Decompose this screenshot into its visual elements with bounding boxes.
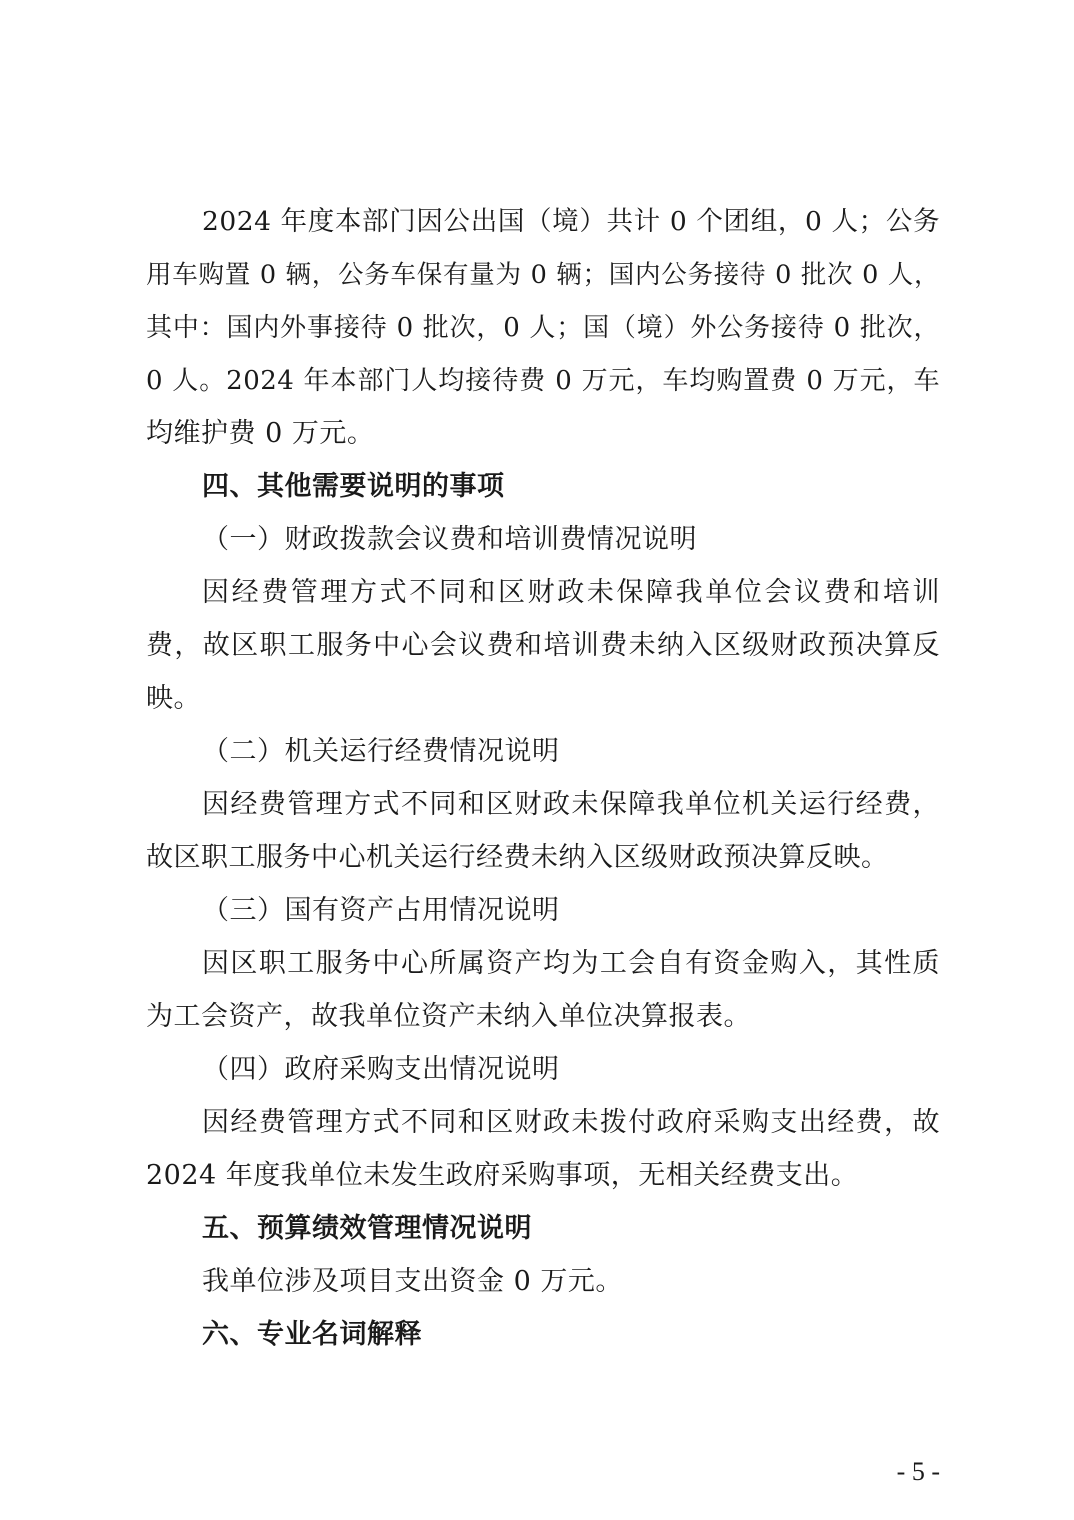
section-heading: 六、专业名词解释 (202, 1319, 422, 1350)
page-number: - 5 - (896, 1457, 940, 1486)
section-heading: 四、其他需要说明的事项 (202, 471, 505, 502)
paragraph-line: 因经费管理方式不同和区财政未保障我单位机关运行经费， (202, 789, 940, 820)
paragraph-line: 费，故区职工服务中心会议费和培训费未纳入区级财政预决算反 (146, 630, 940, 661)
paragraph-line: 故区职工服务中心机关运行经费未纳入区级财政预决算反映。 (146, 842, 889, 873)
paragraph-line: 均维护费 0 万元。 (146, 418, 375, 449)
paragraph-line: 2024 年度本部门因公出国（境）共计 0 个团组，0 人；公务 (202, 206, 940, 237)
paragraph-line: 用车购置 0 辆，公务车保有量为 0 辆；国内公务接待 0 批次 0 人， (146, 260, 940, 290)
paragraph-line: 因经费管理方式不同和区财政未拨付政府采购支出经费，故 (202, 1107, 940, 1138)
paragraph-line: 为工会资产，故我单位资产未纳入单位决算报表。 (146, 1001, 751, 1032)
paragraph-line: 我单位涉及项目支出资金 0 万元。 (202, 1266, 623, 1297)
subsection-heading: （二）机关运行经费情况说明 (202, 736, 560, 767)
paragraph-line: 2024 年度我单位未发生政府采购事项，无相关经费支出。 (146, 1160, 859, 1191)
paragraph-line: 因区职工服务中心所属资产均为工会自有资金购入，其性质 (202, 948, 940, 979)
paragraph-line: 0 人。2024 年本部门人均接待费 0 万元，车均购置费 0 万元，车 (146, 366, 940, 396)
subsection-heading: （一）财政拨款会议费和培训费情况说明 (202, 524, 697, 555)
paragraph-line: 因经费管理方式不同和区财政未保障我单位会议费和培训 (202, 577, 940, 608)
subsection-heading: （四）政府采购支出情况说明 (202, 1054, 560, 1085)
paragraph-line: 映。 (146, 683, 201, 714)
subsection-heading: （三）国有资产占用情况说明 (202, 895, 560, 926)
section-heading: 五、预算绩效管理情况说明 (202, 1213, 532, 1244)
paragraph-line: 其中：国内外事接待 0 批次，0 人；国（境）外公务接待 0 批次， (146, 313, 940, 343)
